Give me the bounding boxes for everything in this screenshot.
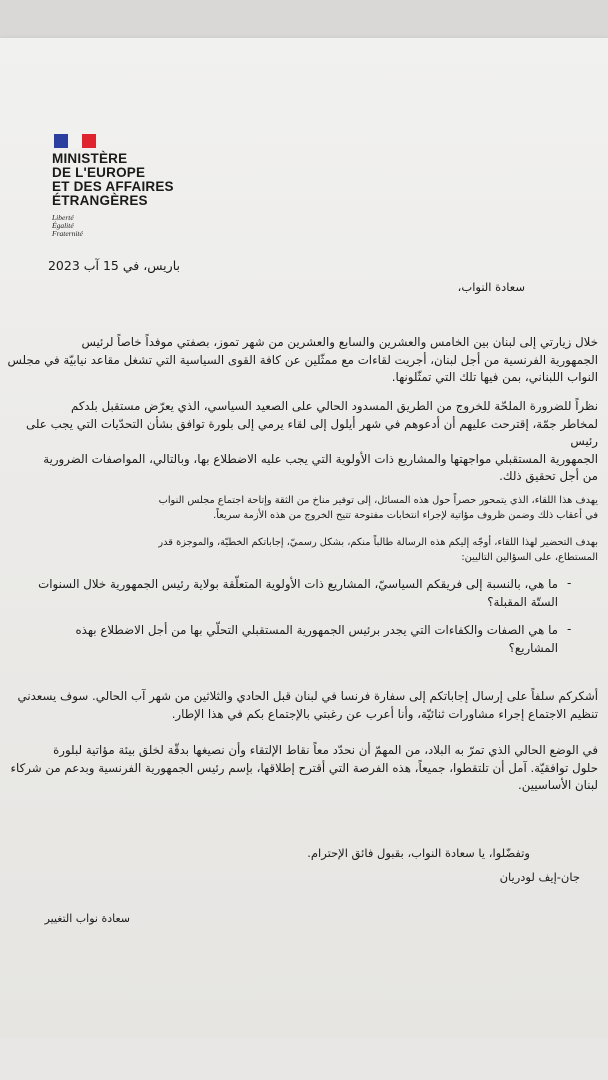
- flag-white-stripe: [68, 134, 82, 148]
- question-line: ما هي، بالنسبة إلى فريقكم السياسيّ، المشاريع ذات الأولوية المتعلّقة بولاية رئيس الجمهورية خلال السنوات: [38, 577, 558, 591]
- letter-page: [0, 38, 608, 1038]
- paragraph-line: الجمهورية المستقبلي مواجهتها والمشاريع ذات الأولوية التي يجب عليه الاضطلاع بها، وبالتالي، المواصفات الضرورية: [43, 451, 598, 466]
- question-line: المشاريع؟: [508, 640, 558, 655]
- republic-motto: [52, 214, 174, 238]
- paragraph-line: في الوضع الحالي الذي تمرّ به البلاد، من المهمّ أن نحدّد معاً نقاط الإلتقاء وأن نصيغها بدقّة لخلق بيئة مؤاتية لبلورة: [53, 743, 598, 757]
- paragraph-line: لبنان الأساسيين.: [518, 778, 598, 792]
- body-paragraph: [0, 398, 598, 486]
- question-bullet: -: [567, 576, 572, 590]
- ministry-line: ÉTRANGÈRES: [52, 193, 148, 208]
- body-paragraph: [0, 742, 598, 795]
- paragraph-line: المستطاع، على السؤالين التاليين:: [461, 551, 598, 563]
- background-surface: [0, 1038, 608, 1080]
- flag-blue-stripe: [54, 134, 68, 148]
- paragraph-line: في أعقاب ذلك وضمن ظروف مؤاتية لإجراء انتخابات مفتوحة تتيح الخروج من هذه الأزمة سريعاً.: [213, 509, 598, 521]
- paragraph-line: حلول توافقيّة. آمل أن تلتقطوا، جميعاً، هذه الفرصة التي أقترح إطلاقها، بإسم رئيس الجمهورية الفرنسية وبدعم من شركاء: [10, 760, 598, 775]
- question-line: ما هي الصفات والكفاءات التي يجدر برئيس الجمهورية المستقبلي التحلّي بها من أجل الاضطلاع بهذه: [75, 623, 558, 637]
- body-paragraph: [0, 536, 598, 565]
- question-bullet: -: [567, 622, 572, 636]
- paragraph-line: الجمهورية الفرنسية من أجل لبنان، أجريت لقاءات مع ممثّلين عن كافة القوى السياسية التي تشغل مقاعد نيابيّة في مجلس: [7, 352, 598, 367]
- ministry-line: DE L'EUROPE: [52, 165, 146, 180]
- paragraph-line: من أجل تحقيق ذلك.: [499, 469, 598, 483]
- body-paragraph: [0, 688, 598, 723]
- paragraph-line: النواب اللبناني، بمن فيها تلك التي تمثّلونها.: [391, 370, 598, 384]
- signer-name: جان-إيف لودريان: [499, 870, 580, 884]
- recipient-line: سعادة نواب التغيير: [44, 912, 130, 925]
- ministry-name: [52, 152, 174, 208]
- motto-line: Égalité: [52, 221, 74, 230]
- motto-line: Liberté: [52, 213, 74, 222]
- salutation: سعادة النواب،: [457, 280, 525, 294]
- ministry-line: MINISTÈRE: [52, 151, 128, 166]
- motto-line: Fraternité: [52, 229, 83, 238]
- paragraph-line: نظراً للضرورة الملحّة للخروج من الطريق المسدود الحالي على الصعيد السياسي، الذي يعرّض مستقبل بلدكم: [70, 399, 598, 413]
- question-line: الستّة المقبلة؟: [487, 594, 558, 609]
- closing-formula: وتفضّلوا، يا سعادة النواب، بقبول فائق الإحترام.: [307, 846, 530, 860]
- ministry-line: ET DES AFFAIRES: [52, 179, 174, 194]
- paragraph-line: بهدف التحضير لهذا اللقاء، أوجّه إليكم هذه الرسالة طالباً منكم، بشكل رسميّ، إجاباتكم الخطيّة، والموجزة قدر: [158, 537, 598, 548]
- paragraph-line: تنظيم الاجتماع إجراء مشاورات ثنائيّة، وأنا أعرب عن رغبتي بالإجتماع بكم في هذا الإطار.: [171, 706, 598, 721]
- marianne-flag-logo: [54, 134, 96, 148]
- body-paragraph: [0, 334, 598, 387]
- paragraph-line: يهدف هذا اللقاء، الذي يتمحور حصراً حول هذه المسائل، إلى توفير مناخ من الثقة وإتاحة اجتماع مجلس النواب: [158, 495, 598, 506]
- place-date: باريس، في 15 آب 2023: [47, 258, 180, 273]
- ministry-letterhead: [52, 134, 174, 238]
- paragraph-line: خلال زيارتي إلى لبنان بين الخامس والعشرين والسابع والعشرين من شهر تموز، بصفتي موفداً خاصاً لرئيس: [81, 335, 598, 349]
- question-item: [0, 622, 558, 657]
- paragraph-line: أشكركم سلفاً على إرسال إجاباتكم إلى سفارة فرنسا في لبنان قبل الحادي والثلاثين من شهر آب الحالي. سوف يسعدني: [17, 689, 598, 703]
- question-item: [0, 576, 558, 611]
- body-paragraph: [0, 494, 598, 523]
- flag-red-stripe: [82, 134, 96, 148]
- paragraph-line: لمخاطر جمّة، إقترحت عليهم أن أدعوهم في شهر أيلول إلى لقاء يرمي إلى بلورة توافق بشأن التحدّيات التي يجب على رئيس: [26, 416, 598, 448]
